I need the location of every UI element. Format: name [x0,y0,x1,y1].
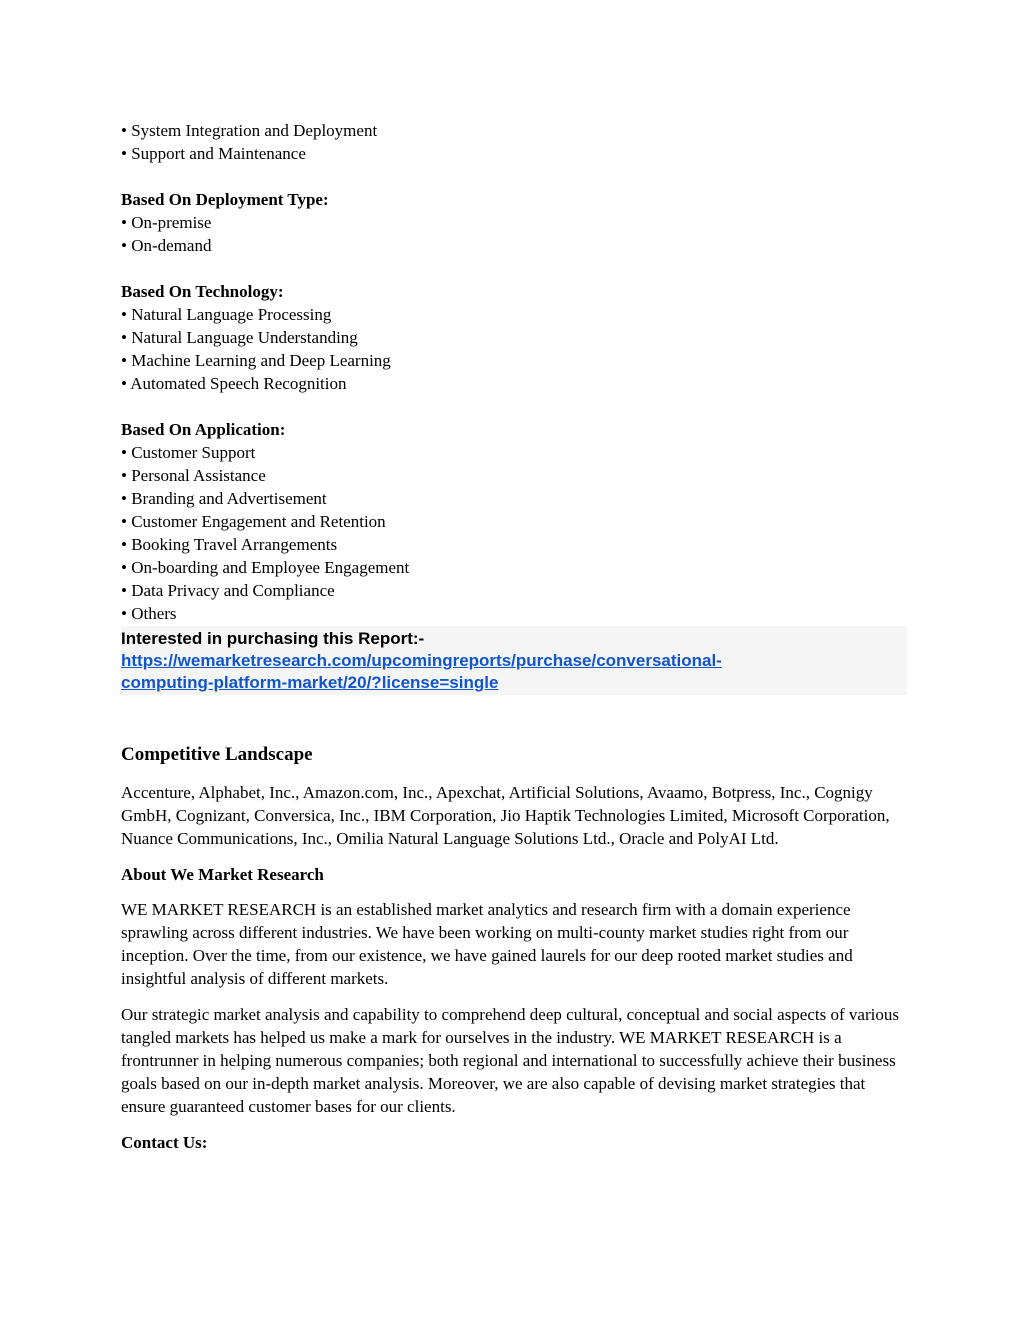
competitive-landscape-text: Accenture, Alphabet, Inc., Amazon.com, Inc., Apexchat, Artificial Solutions, Avaamo, Botpress, Inc., Cognigy GmbH, Cognizant, Conversica, Inc., IBM Corporation, Jio Haptik Technologies Limited, Microsoft Corporation, Nuance Communications, Inc., Omilia Natural Language Solutions Ltd., Oracle and PolyAI Ltd. [121,783,890,848]
application-heading: Based On Application: [121,420,286,439]
list-item: • Customer Engagement and Retention [121,512,386,531]
list-item: • Machine Learning and Deep Learning [121,351,391,370]
list-item: • Others [121,604,177,623]
purchase-link[interactable] [121,650,907,672]
list-item: • Natural Language Processing [121,305,332,324]
list-item: • On-boarding and Employee Engagement [121,558,410,577]
list-item: • Personal Assistance [121,466,266,485]
list-item: • Customer Support [121,443,256,462]
list-item: • Branding and Advertisement [121,489,327,508]
deployment-heading: Based On Deployment Type: [121,190,329,209]
purchase-callout [121,626,907,695]
list-item: • Automated Speech Recognition [121,374,347,393]
spacer [121,257,907,280]
purchase-link-line1[interactable]: https://wemarketresearch.com/upcomingreports/purchase/conversational- [121,651,722,670]
document-page [121,119,907,1166]
list-item: • Data Privacy and Compliance [121,581,335,600]
spacer [121,395,907,418]
list-item: • On-demand [121,236,212,255]
purchase-link-line2[interactable]: computing-platform-market/20/?license=single [121,673,499,692]
technology-heading: Based On Technology: [121,282,284,301]
about-paragraph-1: WE MARKET RESEARCH is an established market analytics and research firm with a domain experience sprawling across different industries. We have been working on multi-county market studies right from our inception. Over the time, from our existence, we have gained laurels for our deep rooted market studies and insightful analysis of different markets. [121,900,853,988]
list-item: • System Integration and Deployment [121,121,378,140]
purchase-link-continued[interactable] [121,672,907,694]
list-item: • Natural Language Understanding [121,328,358,347]
competitive-landscape-title: Competitive Landscape [121,744,313,765]
list-item: • Support and Maintenance [121,144,306,163]
contact-heading: Contact Us: [121,1133,208,1152]
list-item: • Booking Travel Arrangements [121,535,338,554]
about-paragraph-2: Our strategic market analysis and capability to comprehend deep cultural, conceptual and social aspects of various tangled markets has helped us make a mark for ourselves in the industry. WE MARKET RESEARCH is a frontrunner in helping numerous companies; both regional and international to successfully achieve their business goals based on our in-depth market analysis. Moreover, we are also capable of devising market strategies that ensure guaranteed customer bases for our clients. [121,1005,899,1116]
spacer [121,165,907,188]
about-heading: About We Market Research [121,865,324,884]
list-item: • On-premise [121,213,212,232]
purchase-label: Interested in purchasing this Report:- [121,629,425,648]
